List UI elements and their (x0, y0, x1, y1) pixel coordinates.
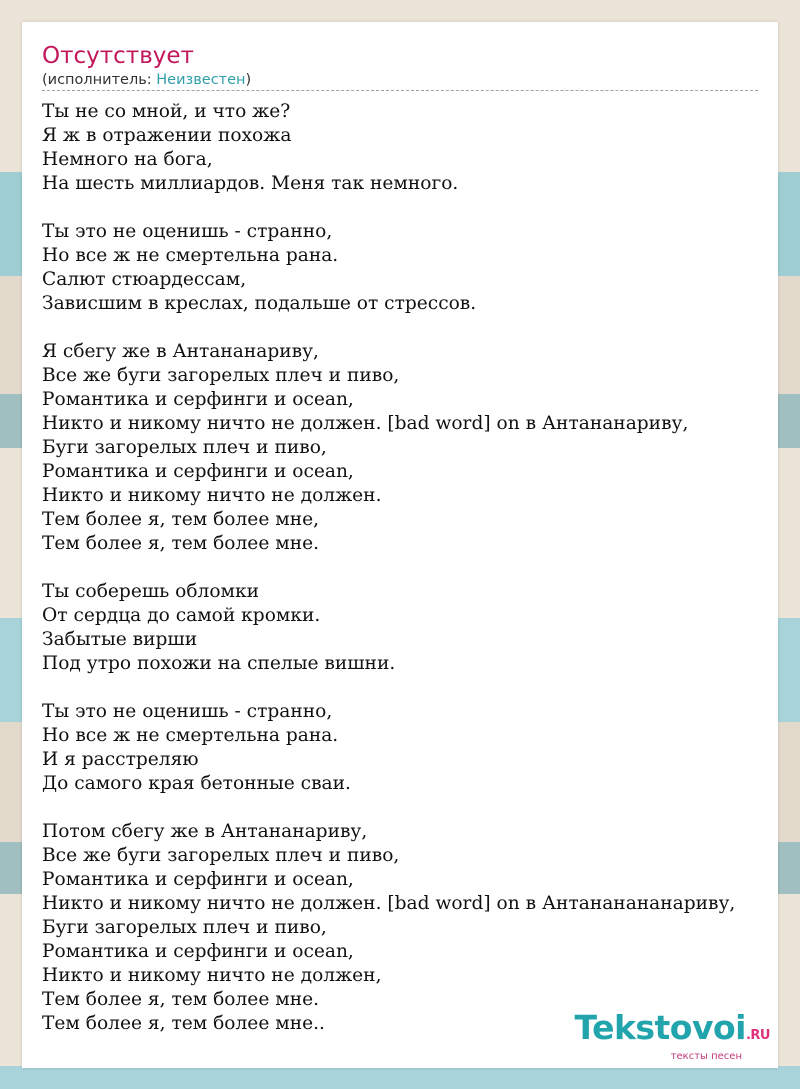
lyrics-line: Я ж в отражении похожа (42, 125, 292, 146)
lyrics-line: Тем более я, тем более мне. (42, 533, 319, 554)
lyrics-stanza (42, 100, 778, 196)
lyrics-line: Но все ж не смертельна рана. (42, 245, 339, 266)
lyrics-line: Ты это не оценишь - странно, (42, 701, 333, 722)
performer-suffix: ) (245, 72, 252, 88)
lyrics-line: Потом сбегу же в Антананариву, (42, 821, 368, 842)
lyrics-line: Все же буги загорелых плеч и пиво, (42, 845, 400, 866)
lyrics-line: Зависшим в креслах, подальше от стрессов. (42, 293, 477, 314)
lyrics-line: Буги загорелых плеч и пиво, (42, 917, 327, 938)
lyrics-line: Никто и никому ничто не должен. [bad word] on в Антананананариву, (42, 893, 736, 914)
lyrics-line: Под утро похожи на спелые вишни. (42, 653, 396, 674)
lyrics-stanza (42, 580, 778, 676)
site-logo[interactable] (574, 1008, 770, 1062)
lyrics-line: И я расстреляю (42, 749, 199, 770)
lyrics-line: Тем более я, тем более мне. (42, 989, 319, 1010)
logo-tagline: тексты песен (670, 1051, 742, 1062)
lyrics-line: Ты это не оценишь - странно, (42, 221, 333, 242)
lyrics-line: Я сбегу же в Антананариву, (42, 341, 319, 362)
lyrics-line: Тем более я, тем более мне.. (42, 1013, 325, 1034)
lyrics-line: До самого края бетонные сваи. (42, 773, 351, 794)
performer-link[interactable]: Неизвестен (156, 72, 246, 88)
lyrics-line: Но все ж не смертельна рана. (42, 725, 339, 746)
logo-name: Tekstovoi (574, 1008, 746, 1047)
lyrics-line: На шесть миллиардов. Меня так немного. (42, 173, 459, 194)
lyrics-line: Никто и никому ничто не должен. [bad word] on в Антананариву, (42, 413, 689, 434)
lyrics-stanza (42, 820, 778, 1036)
lyrics-line: Ты соберешь обломки (42, 581, 260, 602)
lyrics-line: Никто и никому ничто не должен, (42, 965, 382, 986)
logo-wordmark (574, 1008, 770, 1053)
lyrics-stanza (42, 220, 778, 316)
song-title: Отсутствует (42, 43, 194, 69)
lyrics-line: Романтика и серфинги и ocean, (42, 389, 354, 410)
lyrics-line: Немного на бога, (42, 149, 213, 170)
lyrics-stanza (42, 340, 778, 556)
lyrics-line: От сердца до самой кромки. (42, 605, 321, 626)
lyrics-line: Забытые вирши (42, 629, 198, 650)
lyrics-line: Тем более я, тем более мне, (42, 509, 319, 530)
lyrics-stanza (42, 700, 778, 796)
logo-domain: .RU (745, 1028, 770, 1043)
lyrics-line: Салют стюардессам, (42, 269, 247, 290)
lyrics-line: Все же буги загорелых плеч и пиво, (42, 365, 400, 386)
lyrics-line: Романтика и серфинги и ocean, (42, 941, 354, 962)
lyrics-line: Романтика и серфинги и ocean, (42, 869, 354, 890)
title-divider (42, 90, 758, 91)
performer-prefix: (исполнитель: (42, 72, 157, 88)
lyrics-card (22, 22, 778, 1068)
lyrics-line: Ты не со мной, и что же? (42, 101, 291, 122)
lyrics-line: Буги загорелых плеч и пиво, (42, 437, 327, 458)
lyrics-text (42, 100, 778, 1036)
performer-line (42, 71, 251, 89)
lyrics-line: Никто и никому ничто не должен. (42, 485, 382, 506)
lyrics-line: Романтика и серфинги и ocean, (42, 461, 354, 482)
